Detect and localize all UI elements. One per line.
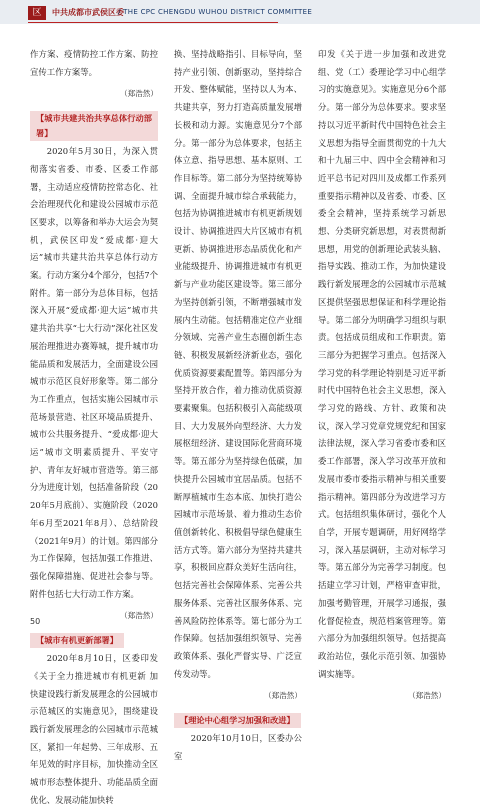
section-body: 2020年10月10日，区委办公室 <box>174 733 302 761</box>
header-title-cn: 中共成都市武侯区委 <box>52 8 124 17</box>
header-title-en: / THE CPC CHENGDU WUHOU DISTRICT COMMITTEE <box>118 7 313 16</box>
section-body: 换、坚持战略指引、目标导向，坚持产业引领、创新驱动，坚持综合开发、整体赋能，坚持以人为本、共建共享，努力打造高质量发展增长极和动力源。实施意见分7个部分。第一部分为总体要求，包括主体立意、指导思想、基本原则、工作目标等。第二部分为坚持统筹协调、全面提升城市综合承载能力，包括为协调推进城市有机更新规划设计、协调推进四大片区城市有机更新、协调推进形态品质优化和产业能级提升、协调推进城市有机更新与产业功能区建设等。第三部分为坚持创新引领，不断增强城市发展内生动能。包括精准定位产业细分领域、完善产业生态圈创新生态链、积极发展新经济新业态，强化优质资源要素配置等。第四部分为坚持开放合作，着力推动优质资源要素聚集。包括积极引入高能级项目、大力发展外向型经济、大力发展枢纽经济、建设国际化营商环境等。第五部分为坚持绿色低碳，加快提升公园城市宜居品质。包括不断厚植城市生态本底、加快打造公园城市示范场景、着力推动生态价值创新转化、积极倡导绿色健康生活方式等。第六部分为坚持共建共享，积极回应群众美好生活向往，包括完善社会保障体系、完善公共服务体系、完善社区服务体系、完善风险防控体系等。第七部分为工作保障。包括加强组织领导、完善政策体系、强化严督实导、广泛宣传发动等。 <box>174 49 302 679</box>
section-title: 【城市有机更新部署】 <box>30 633 124 648</box>
intro-text: 作方案、疫情防控工作方案、防控宣传工作方案等。 <box>30 49 158 77</box>
column-3 <box>318 46 446 709</box>
column-2 <box>174 46 302 765</box>
section-body: 印发《关于进一步加强和改进党组、党（工）委理论学习中心组学习的实施意见》。实施意见分6个部分。第一部分为总体要求。要求坚持以习近平新时代中国特色社会主义思想为指导全面贯彻党的十九大和十九届三中、四中全会精神和习近平总书记对四川及成都工作系列重要指示精神以及省委、市委、区委全会精神，坚持系统学习新思想、分类研究新思想，对表贯彻新思想，用党的创新理论武装头脑、指导实践、推动工作，为加快建设践行新发展理念的公园城市示范城区提供坚强思想保证和科学理论指导。第二部分为明确学习组织与职责。包括成员组成和工作职责。第三部分为把握学习重点。包括深入学习党的科学理论特别是习近平新时代中国特色社会主义思想，深入学习党的路线、方针、政策和决议，深入学习党章党规党纪和国家法律法规，深入学习省委市委和区委工作部署，深入学习改革开放和发展市委市委指示精神与相关重要指示精神。第四部分为改进学习方式。包括组织集体研讨，强化个人自学，开展专题调研，用好网络学习，深入基层调研，主动对标学习等。第五部分为完善学习制度。包括建立学习计划，严格审查审批，加强考勤管理，开展学习通报，强化督促检查，规范档案管理等。第六部分为加强组织领导。包括提高政治站位，强化示范引领、加强协调实施等。 <box>318 49 446 679</box>
section-title: 【理论中心组学习加强和改进】 <box>174 713 301 728</box>
author-credit: （郑浩然） <box>120 89 158 99</box>
header-divider <box>28 22 278 23</box>
page-header <box>0 0 480 34</box>
column-1 <box>30 46 158 809</box>
author-credit: （郑浩然） <box>264 691 302 701</box>
section-body: 2020年8月10日，区委印发《关于全力推进城市有机更新 加快建设践行新发展理念的公园城市示范城区的实施意见》，围绕建设践行新发展理念的公园城市示范城区，紧扣一年起势、三年成形、五年见效的时序目标，加快推动全区城市形态整体提升、功能品质全面优化、发展动能加快转 <box>30 653 158 805</box>
page-number: 50 <box>30 617 41 626</box>
author-credit: （郑浩然） <box>120 611 158 621</box>
section-title: 【城市共建共治共享总体行动部署】 <box>30 111 158 141</box>
author-credit: （郑浩然） <box>408 691 446 701</box>
section-body: 2020年5月30日，为深入贯彻落实省委、市委、区委工作部署，主动适应疫情防控常态化、社会治理现代化和建设公园城市示范区要求，以筹备和举办大运会为契机，武侯区印发“爱成都·迎大运”城市共建共治共享总体行动方案。行动方案分4个部分，包括7个附件。第一部分为总体目标，包括深入开展“爱成都·迎大运”城市共建共治共享“七大行动”深化社区发展治理推进办赛筹城，提升城市功能品质和发展活力，全面建设公园城市示范区良好形象等。第二部分为工作重点，包括实施公园城市示范场景营造、社区环境品质提升、城市公共服务提升、“爱成都·迎大运”城市文明素质提升、平安守护、青年友好城市营造等。第三部分为进度计划，包括准备阶段（2020年5月底前）、实施阶段（2020年6月至2021年8月）、总结阶段（2021年9月）的计划。第四部分为工作保障，包括加强工作推进、强化保障措施、促进社会参与等。附件包括七大行动工作方案。 <box>30 146 158 599</box>
party-logo-icon: 区 <box>28 6 46 20</box>
